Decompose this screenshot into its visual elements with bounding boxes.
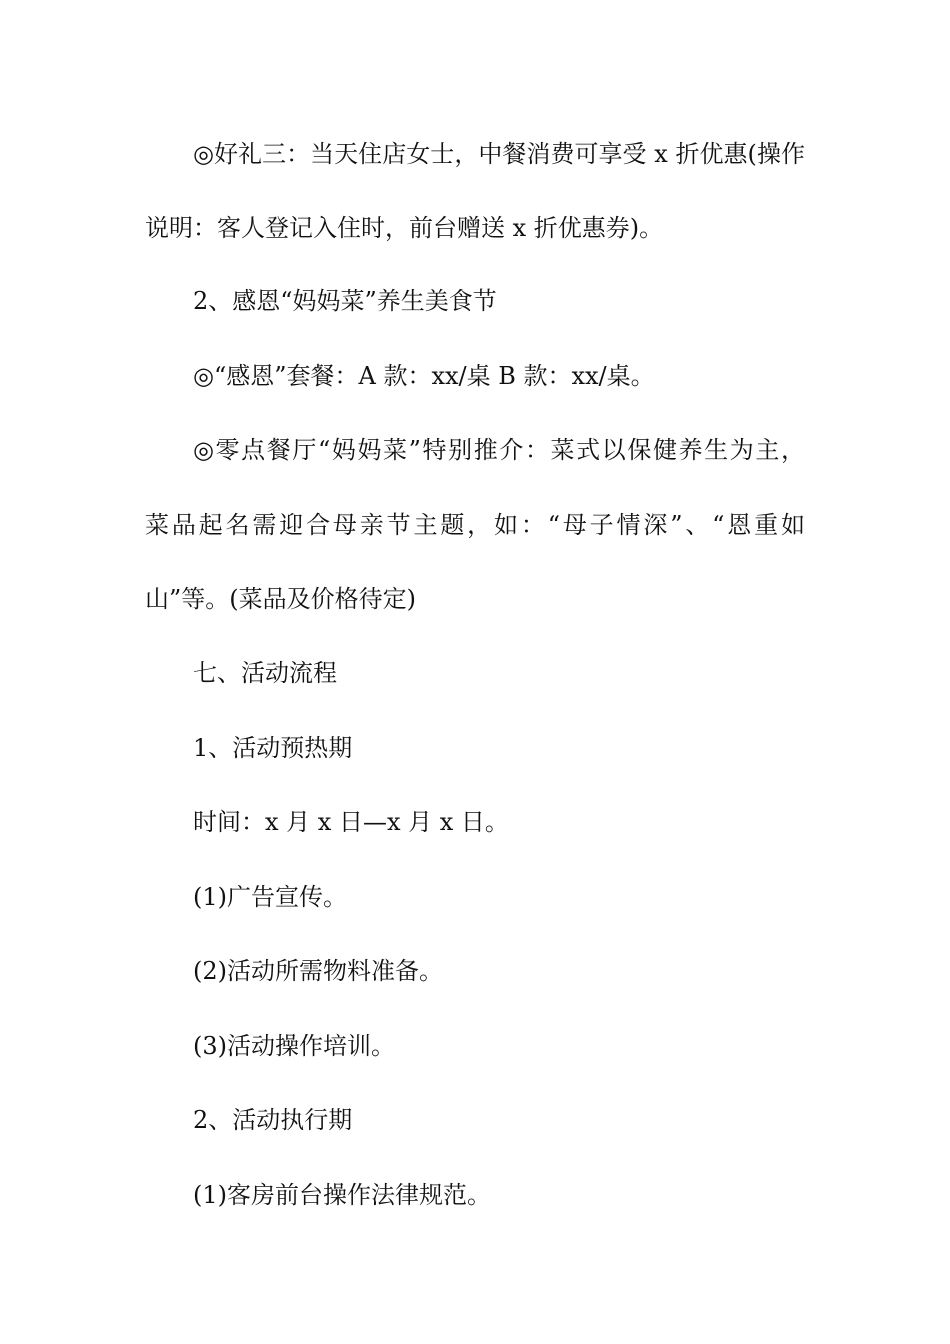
list-item-front-desk: (1)客房前台操作法律规范。 [193, 1181, 491, 1209]
heading-warmup-period: 1、活动预热期 [193, 734, 353, 762]
paragraph-set-meal: ◎“感恩”套餐：A 款：xx/桌 B 款：xx/桌。 [193, 362, 655, 390]
paragraph-warmup-time: 时间：x 月 x 日—x 月 x 日。 [193, 808, 509, 836]
list-item-advertising: (1)广告宣传。 [193, 883, 347, 911]
list-item-materials: (2)活动所需物料准备。 [193, 957, 443, 985]
paragraph-gift-three-line-1: ◎好礼三：当天住店女士，中餐消费可享受 x 折优惠(操作 [193, 140, 805, 168]
paragraph-restaurant-line-3: 山”等。(菜品及价格待定) [145, 585, 416, 613]
list-item-training: (3)活动操作培训。 [193, 1032, 395, 1060]
heading-execution-period: 2、活动执行期 [193, 1106, 353, 1134]
paragraph-gift-three-line-2: 说明：客人登记入住时，前台赠送 x 折优惠券)。 [145, 214, 664, 242]
paragraph-restaurant-line-1: ◎零点餐厅“妈妈菜”特别推介：菜式以保健养生为主， [193, 436, 805, 464]
paragraph-restaurant-line-2: 菜品起名需迎合母亲节主题，如：“母子情深”、“恩重如 [145, 511, 805, 539]
heading-gratitude-food-festival: 2、感恩“妈妈菜”养生美食节 [193, 287, 497, 315]
heading-activity-process: 七、活动流程 [193, 659, 337, 687]
